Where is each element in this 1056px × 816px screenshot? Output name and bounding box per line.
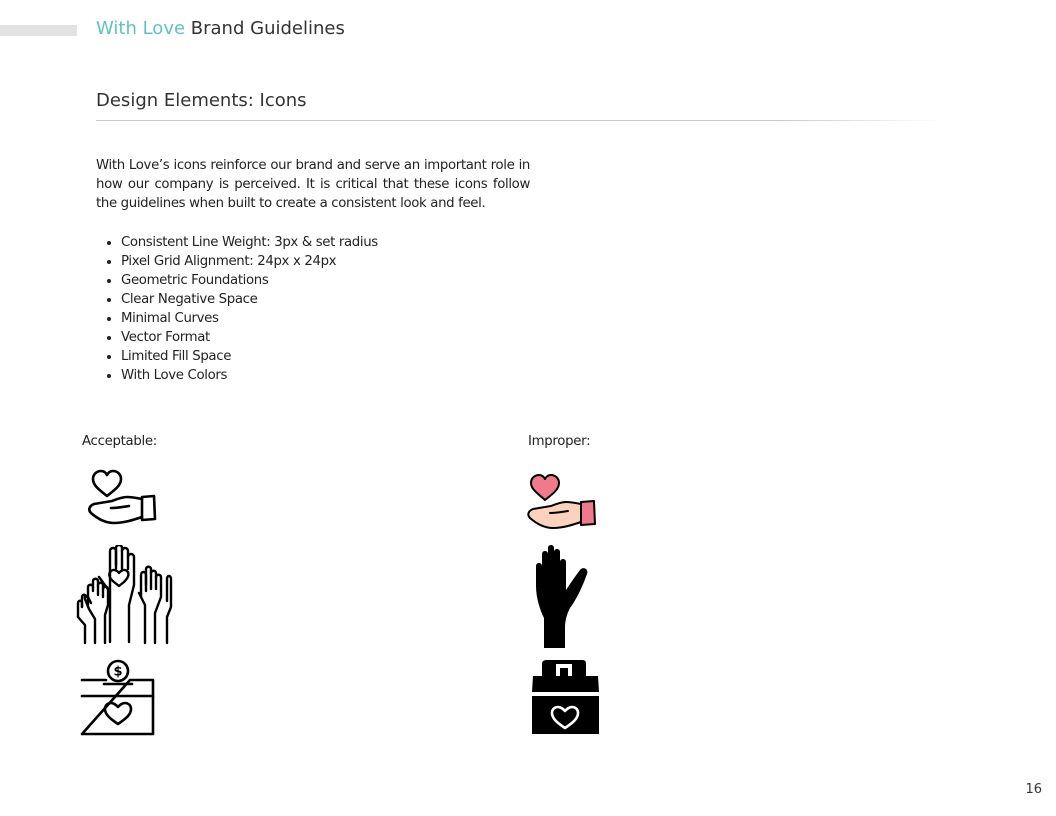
acceptable-label: Acceptable:: [82, 434, 157, 449]
guideline-item: • Geometric Foundations: [121, 271, 378, 290]
improper-label: Improper:: [528, 434, 591, 449]
heart-in-hand-outline-icon: [86, 468, 160, 528]
section-title: Design Elements: Icons: [96, 90, 307, 111]
raised-hand-filled-icon: [532, 544, 592, 650]
brand-subtitle: Brand Guidelines: [190, 18, 345, 39]
guideline-item: • Minimal Curves: [121, 309, 378, 328]
guideline-item: • Consistent Line Weight: 3px & set radius: [121, 233, 378, 252]
guideline-item: • Clear Negative Space: [121, 290, 378, 309]
dollar-sign-icon: $: [113, 664, 123, 680]
donation-box-filled-icon: [530, 660, 602, 736]
guideline-list: [96, 233, 378, 385]
raised-hands-with-heart-outline-icon: [73, 545, 173, 645]
section-divider: [96, 120, 944, 121]
header-accent-bar: [0, 25, 77, 36]
guideline-item: • Vector Format: [121, 328, 378, 347]
brand-name: With Love: [96, 18, 186, 39]
guideline-item: • Limited Fill Space: [121, 347, 378, 366]
guideline-item: • Pixel Grid Alignment: 24px x 24px: [121, 252, 378, 271]
page-number: 16: [1025, 782, 1042, 797]
brand-title: [96, 18, 345, 39]
guideline-item: • With Love Colors: [121, 366, 378, 385]
heart-in-hand-color-icon: [526, 472, 598, 532]
donation-box-outline-icon: [80, 658, 156, 738]
intro-paragraph: With Love’s icons reinforce our brand and serve an important role in how our company is perceived. It is critical that these icons follow the guidelines when built to create a consistent look and feel.: [96, 158, 530, 211]
